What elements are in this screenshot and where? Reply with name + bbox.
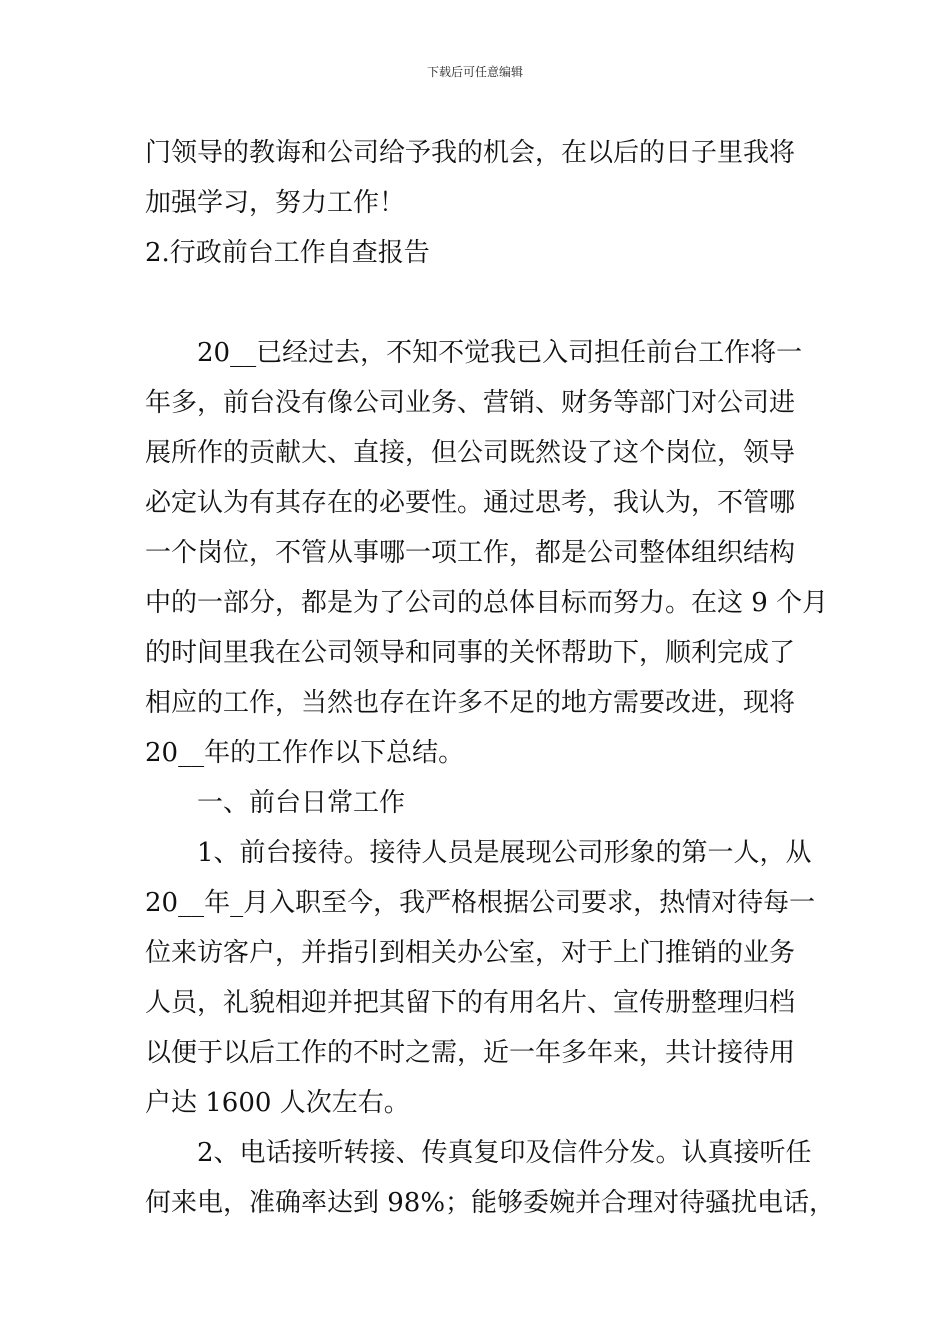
text-line: 何来电，准确率达到 98%；能够委婉并合理对待骚扰电话，	[145, 1188, 836, 1218]
text-line: 的时间里我在公司领导和同事的关怀帮助下，顺利完成了	[145, 638, 796, 668]
text-line: 必定认为有其存在的必要性。通过思考，我认为，不管哪	[145, 488, 796, 518]
text-line: 相应的工作，当然也存在许多不足的地方需要改进，现将	[145, 688, 796, 718]
text-line: 年多，前台没有像公司业务、营销、财务等部门对公司进	[145, 388, 796, 418]
text-line: 加强学习，努力工作！	[145, 188, 406, 218]
text-line: 一个岗位，不管从事哪一项工作，都是公司整体组织结构	[145, 538, 796, 568]
blank-line	[145, 278, 807, 328]
text-line: 以便于以后工作的不时之需，近一年多年来，共计接待用	[145, 1038, 796, 1068]
text-line: 门领导的教诲和公司给予我的机会，在以后的日子里我将	[145, 138, 796, 168]
text-line: 位来访客户，并指引到相关办公室，对于上门推销的业务	[145, 938, 796, 968]
subsection-heading: 一、前台日常工作	[197, 788, 406, 818]
text-line: 20__年的工作作以下总结。	[145, 738, 465, 768]
text-line: 户达 1600 人次左右。	[145, 1088, 410, 1118]
paragraph-start: 20__已经过去，不知不觉我已入司担任前台工作将一	[197, 338, 803, 368]
text-line: 中的一部分，都是为了公司的总体目标而努力。在这 9 个月	[145, 588, 829, 618]
document-body	[145, 128, 836, 1228]
page-header: 下载后可任意编辑	[426, 65, 523, 79]
paragraph-start: 1、前台接待。接待人员是展现公司形象的第一人，从	[197, 838, 812, 868]
text-line: 20__年_月入职至今，我严格根据公司要求，热情对待每一	[145, 888, 816, 918]
text-line: 展所作的贡献大、直接，但公司既然设了这个岗位，领导	[145, 438, 796, 468]
section-heading: 2.行政前台工作自查报告	[145, 238, 430, 268]
paragraph-start: 2、电话接听转接、传真复印及信件分发。认真接听任	[197, 1138, 812, 1168]
text-line: 人员，礼貌相迎并把其留下的有用名片、宣传册整理归档	[145, 988, 796, 1018]
